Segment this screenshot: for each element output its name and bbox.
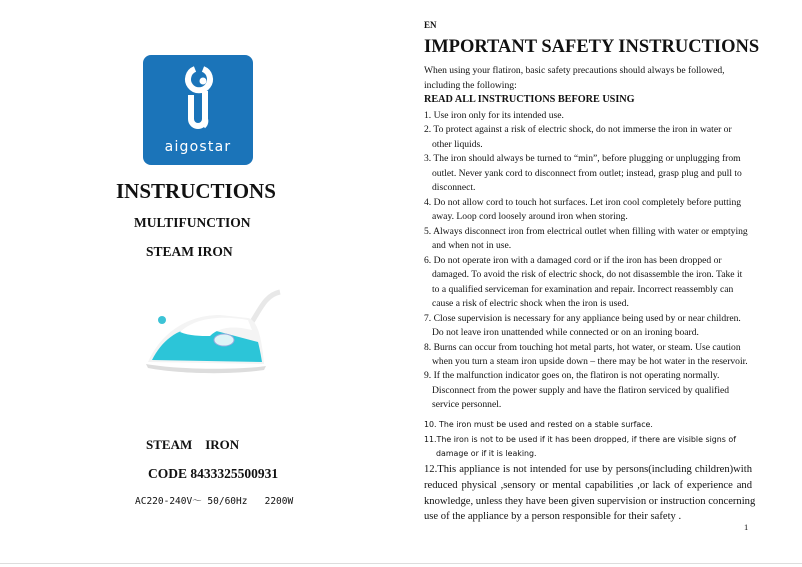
- instruction-item-7-line: 7. Close supervision is necessary for any appliance being used by or near children.: [424, 313, 741, 324]
- read-all-notice: READ ALL INSTRUCTIONS BEFORE USING: [424, 94, 635, 105]
- steam-iron-image: [140, 280, 290, 385]
- instruction-item-3-line: disconnect.: [432, 182, 476, 193]
- instruction-item-6-line: cause a risk of electric shock when the iron is used.: [432, 298, 629, 309]
- instruction-item-9-line: Disconnect from the power supply and have the flatiron serviced by qualified: [432, 385, 730, 396]
- instruction-item-4-line: 4. Do not allow cord to touch hot surfaces. Let iron cool completely before putting: [424, 197, 742, 208]
- cover-subtitle-multifunction: MULTIFUNCTION: [134, 215, 251, 230]
- language-label: EN: [424, 20, 437, 30]
- aigostar-logo: [143, 55, 253, 165]
- intro-line: including the following:: [424, 80, 517, 91]
- cover-product-name: STEAM IRON: [146, 437, 240, 452]
- instruction-item-12-line: use of the appliance by a person responsible for their safety .: [424, 511, 682, 522]
- instruction-item-2-line: other liquids.: [432, 139, 483, 150]
- cover-title: INSTRUCTIONS: [116, 179, 276, 203]
- instruction-item-12-line: reduced physical ,sensory or mental capabilities ,or lack of experience and: [424, 480, 752, 491]
- instruction-item-5-line: 5. Always disconnect iron from electrical outlet when filling with water or emptying: [424, 226, 748, 237]
- instruction-item-11-line: 11.The iron is not to be used if it has been dropped, if there are visible signs of: [424, 435, 737, 444]
- instruction-item-8-line: 8. Burns can occur from touching hot metal parts, hot water, or steam. Use caution: [424, 342, 741, 353]
- instruction-item-8-line: when you turn a steam iron upside down – there may be hot water in the reservoir.: [432, 356, 748, 367]
- instruction-item-3-line: outlet. Never yank cord to disconnect from outlet; instead, grasp plug and pull to: [432, 168, 742, 179]
- intro-line: When using your flatiron, basic safety precautions should always be followed,: [424, 65, 725, 76]
- cover-subtitle-steam-iron: STEAM IRON: [146, 244, 233, 259]
- instruction-item-12-line: 12.This appliance is not intended for use by persons(including children)with: [424, 464, 752, 475]
- instruction-item-1-line: 1. Use iron only for its intended use.: [424, 110, 564, 121]
- instruction-item-7-line: Do not leave iron unattended while connected or on an ironing board.: [432, 327, 699, 338]
- page-number: 1: [744, 522, 749, 532]
- safety-heading: IMPORTANT SAFETY INSTRUCTIONS: [424, 37, 760, 57]
- instruction-item-9-line: 9. If the malfunction indicator goes on, the flatiron is not operating normally.: [424, 370, 720, 381]
- instruction-item-12-line: knowledge, unless they have been given supervision or instruction concerning: [424, 496, 756, 507]
- page-bottom-divider: [0, 563, 802, 564]
- instruction-item-6-line: damaged. To avoid the risk of electric shock, do not disassemble the iron. Take it: [432, 269, 743, 280]
- instruction-item-5-line: and when not in use.: [432, 240, 512, 251]
- cover-product-code: CODE 8433325500931: [148, 466, 279, 481]
- cover-electrical-spec: AC220-240V～ 50/60Hz 2200W: [135, 496, 294, 507]
- instruction-item-9-line: service personnel.: [432, 399, 502, 410]
- instruction-item-6-line: 6. Do not operate iron with a damaged cord or if the iron has been dropped or: [424, 255, 722, 266]
- instruction-item-3-line: 3. The iron should always be turned to “min”, before plugging or unplugging from: [424, 153, 741, 164]
- svg-text:aigostar: aigostar: [164, 139, 232, 155]
- instruction-item-10-line: 10. The iron must be used and rested on a stable surface.: [424, 420, 653, 429]
- instruction-item-2-line: 2. To protect against a risk of electric shock, do not immerse the iron in water or: [424, 124, 732, 135]
- instruction-item-4-line: away. Loop cord loosely around iron when storing.: [432, 211, 628, 222]
- instruction-item-11-line: damage or if it is leaking.: [436, 449, 537, 458]
- instruction-item-6-line: to a qualified serviceman for examination and repair. Incorrect reassembly can: [432, 284, 734, 295]
